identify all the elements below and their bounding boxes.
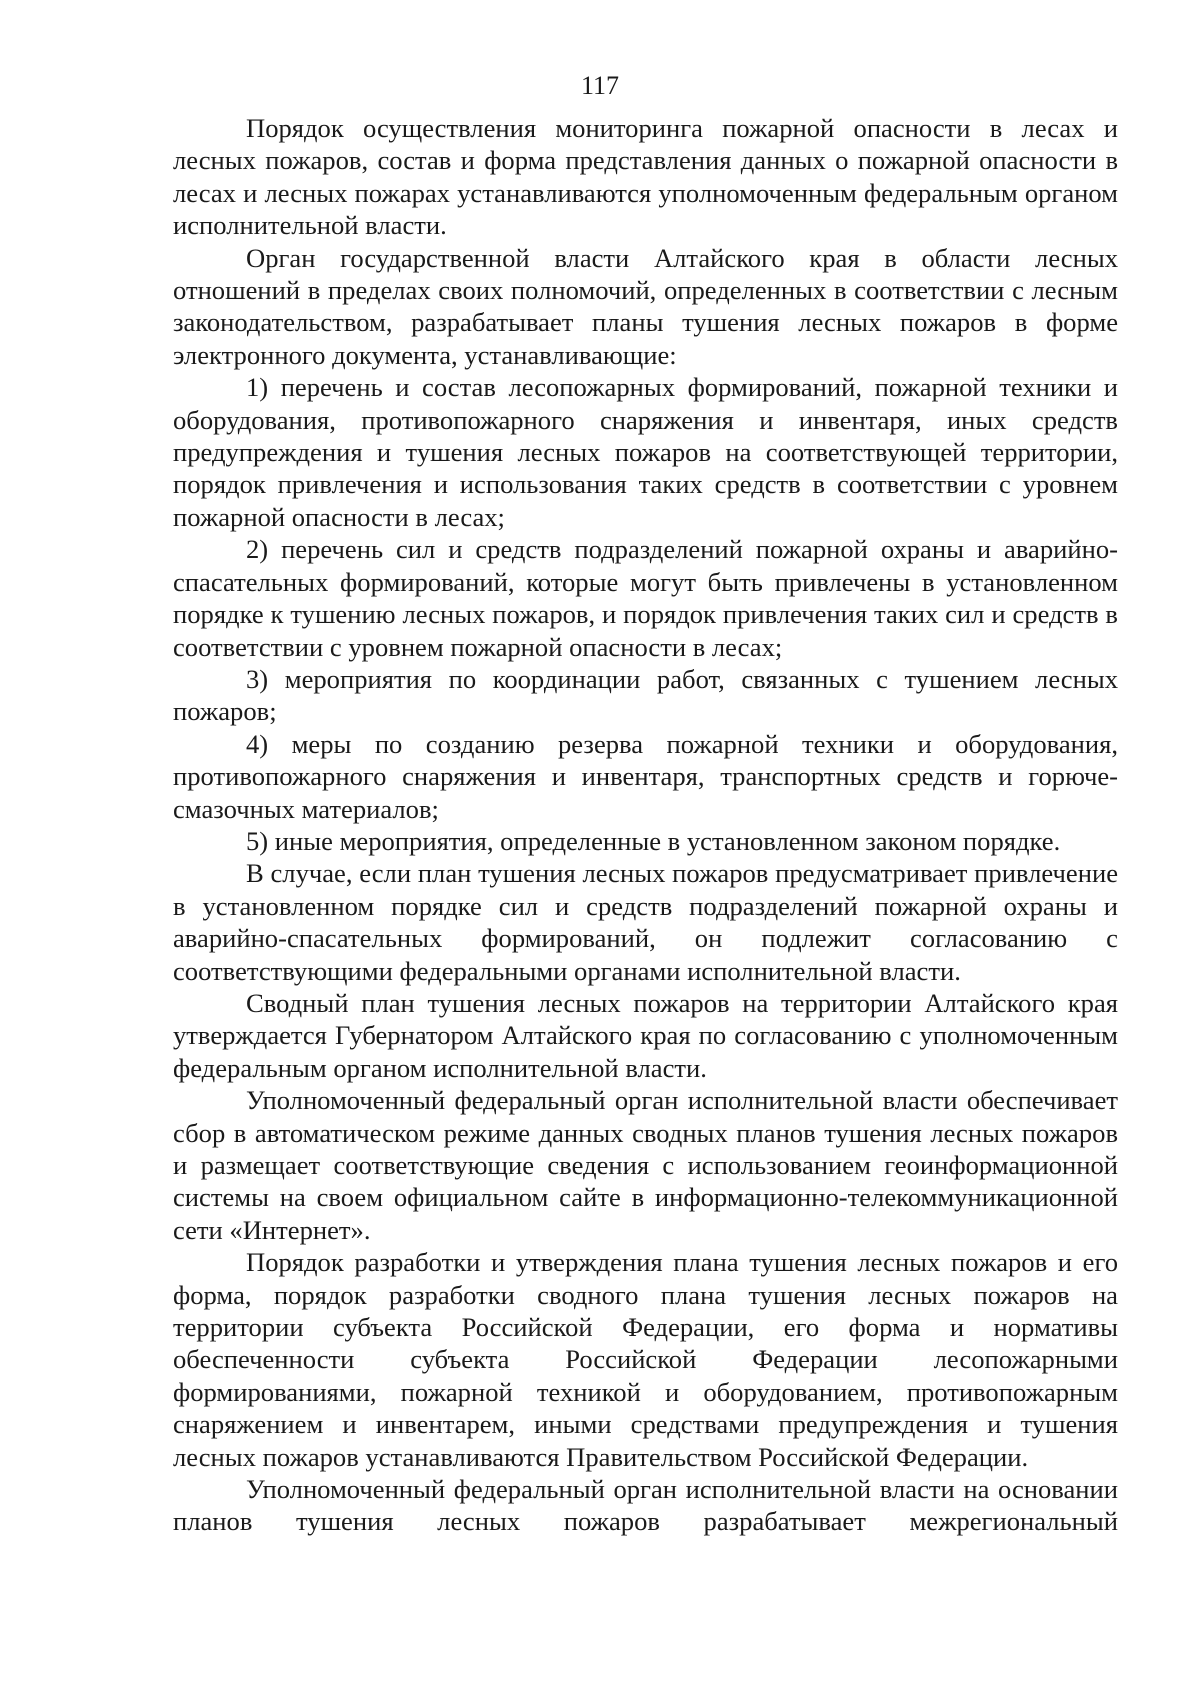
paragraph-authority-plans: Орган государственной власти Алтайского края в области лесных отношений в пределах своих полномочий, определенных в соответствии с лесным законодательством, разрабатывает планы тушения лесных пожаров в форме электронного документа, устанавливающие: <box>173 242 1118 370</box>
list-item-3: 3) мероприятия по координации работ, связанных с тушением лесных пожаров; <box>173 663 1118 727</box>
paragraph-interregional: Уполномоченный федеральный орган исполнительной власти на основании планов тушения лесных пожаров разрабатывает межрегиональный <box>173 1474 1118 1537</box>
list-item-1: 1) перечень и состав лесопожарных формирований, пожарной техники и оборудования, противопожарного снаряжения и инвентаря, иных средств предупреждения и тушения лесных пожаров на соответствующей территории, порядок привлечения и использования таких средств в соответствии с уровнем пожарной опасности в лесах; <box>173 372 1118 532</box>
paragraph-government-order: Порядок разработки и утверждения плана тушения лесных пожаров и его форма, порядок разработки сводного плана тушения лесных пожаров на территории субъекта Российской Федерации, его форма и нормативы обеспеченности субъекта Российской Федерации лесопожарными формированиями, пожарной техникой и оборудованием, противопожарным снаряжением и инвентарем, иными средствами предупреждения и тушения лесных пожаров устанавливаются Правительством Российской Федерации. <box>173 1247 1118 1472</box>
list-item-5: 5) иные мероприятия, определенные в установленном законом порядке. <box>246 825 1061 856</box>
list-item-4: 4) меры по созданию резерва пожарной техники и оборудования, противопожарного снаряжения и инвентаря, транспортных средств и горюче-смазочных материалов; <box>173 728 1118 824</box>
list-item-2: 2) перечень сил и средств подразделений пожарной охраны и аварийно-спасательных формирований, которые могут быть привлечены в установленном порядке к тушению лесных пожаров, и порядок привлечения таких сил и средств в соответствии с уровнем пожарной опасности в лесах; <box>173 534 1118 662</box>
paragraph-coordination: В случае, если план тушения лесных пожаров предусматривает привлечение в установленном порядке сил и средств подразделений пожарной охраны и аварийно-спасательных формирований, он подлежит согласованию с соответствующими федеральными органами исполнительной власти. <box>173 858 1118 986</box>
page-number: 117 <box>580 71 620 100</box>
document-body <box>173 112 1118 1538</box>
paragraph-monitoring: Порядок осуществления мониторинга пожарной опасности в лесах и лесных пожаров, состав и форма представления данных о пожарной опасности в лесах и лесных пожарах устанавливаются уполномоченным федеральным органом исполнительной власти. <box>173 113 1118 241</box>
paragraph-data-collection: Уполномоченный федеральный орган исполнительной власти обеспечивает сбор в автоматическом режиме данных сводных планов тушения лесных пожаров и размещает соответствующие сведения с использованием геоинформационной системы на своем официальном сайте в информационно-телекоммуникационной сети «Интернет». <box>173 1085 1118 1245</box>
paragraph-summary-plan: Сводный план тушения лесных пожаров на территории Алтайского края утверждается Губернатором Алтайского края по согласованию с уполномоченным федеральным органом исполнительной власти. <box>173 987 1118 1083</box>
